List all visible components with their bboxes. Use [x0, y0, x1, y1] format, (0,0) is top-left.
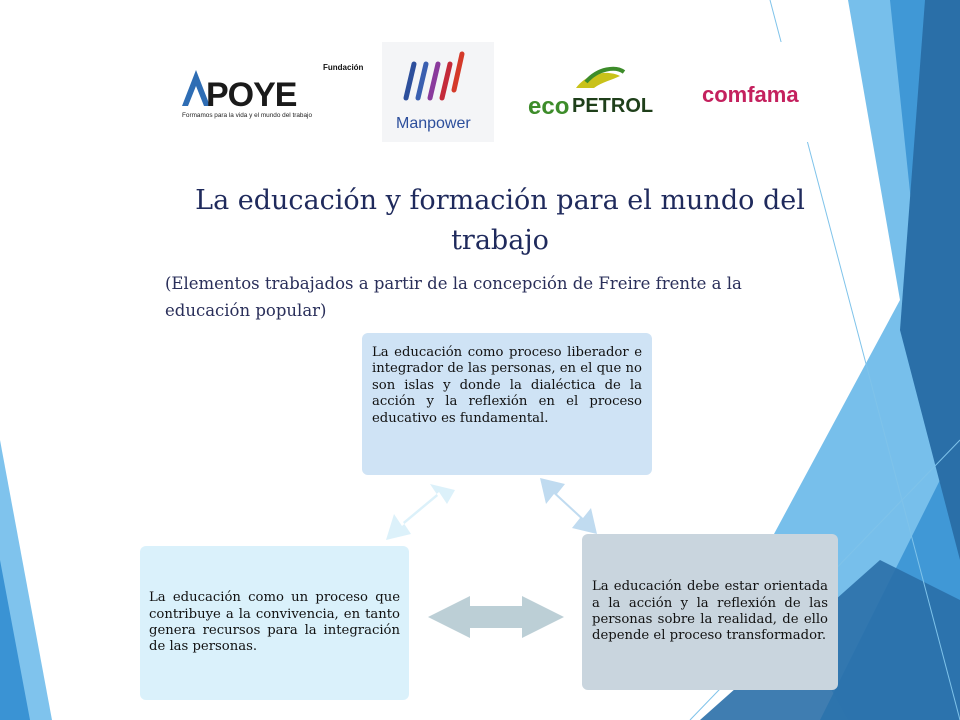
- comfama-logo: [688, 42, 819, 142]
- ecopetrol-logo: [516, 42, 666, 142]
- page-title: La educación y formación para el mundo del trabajo: [195, 185, 805, 256]
- manpower-name: Manpower: [396, 115, 471, 132]
- cycle-text-right: La educación debe estar orientada a la acción y la reflexión de las personas sobre la realidad, de ello depende el proceso transformador.: [592, 579, 828, 644]
- manpower-logo: [382, 42, 494, 142]
- ecopetrol-petrol: PETROL: [572, 95, 654, 117]
- cycle-box-top: [362, 333, 652, 475]
- svg-text:POYE: POYE: [206, 76, 297, 114]
- partner-logos: [168, 42, 819, 142]
- cycle-box-right: [582, 534, 838, 690]
- apoye-logo: [168, 42, 364, 142]
- apoye-tagline: Formamos para la vida y el mundo del trabajo: [182, 112, 313, 119]
- cycle-box-left: [140, 546, 409, 700]
- page-subtitle: (Elementos trabajados a partir de la concepción de Freire frente a la educación popular): [165, 274, 742, 320]
- cycle-text-top: La educación como proceso liberador e integrador de las personas, en el que no son islas y donde la dialéctica de la acción y la reflexión en el proceso educativo es fundamental.: [372, 345, 642, 426]
- apoye-top-label: Fundación: [323, 63, 364, 72]
- cycle-text-left: La educación como un proceso que contribuye a la convivencia, en tanto genera recursos para la integración de las personas.: [149, 590, 400, 655]
- comfama-name: comfama: [702, 82, 799, 107]
- ecopetrol-eco: eco: [528, 93, 570, 120]
